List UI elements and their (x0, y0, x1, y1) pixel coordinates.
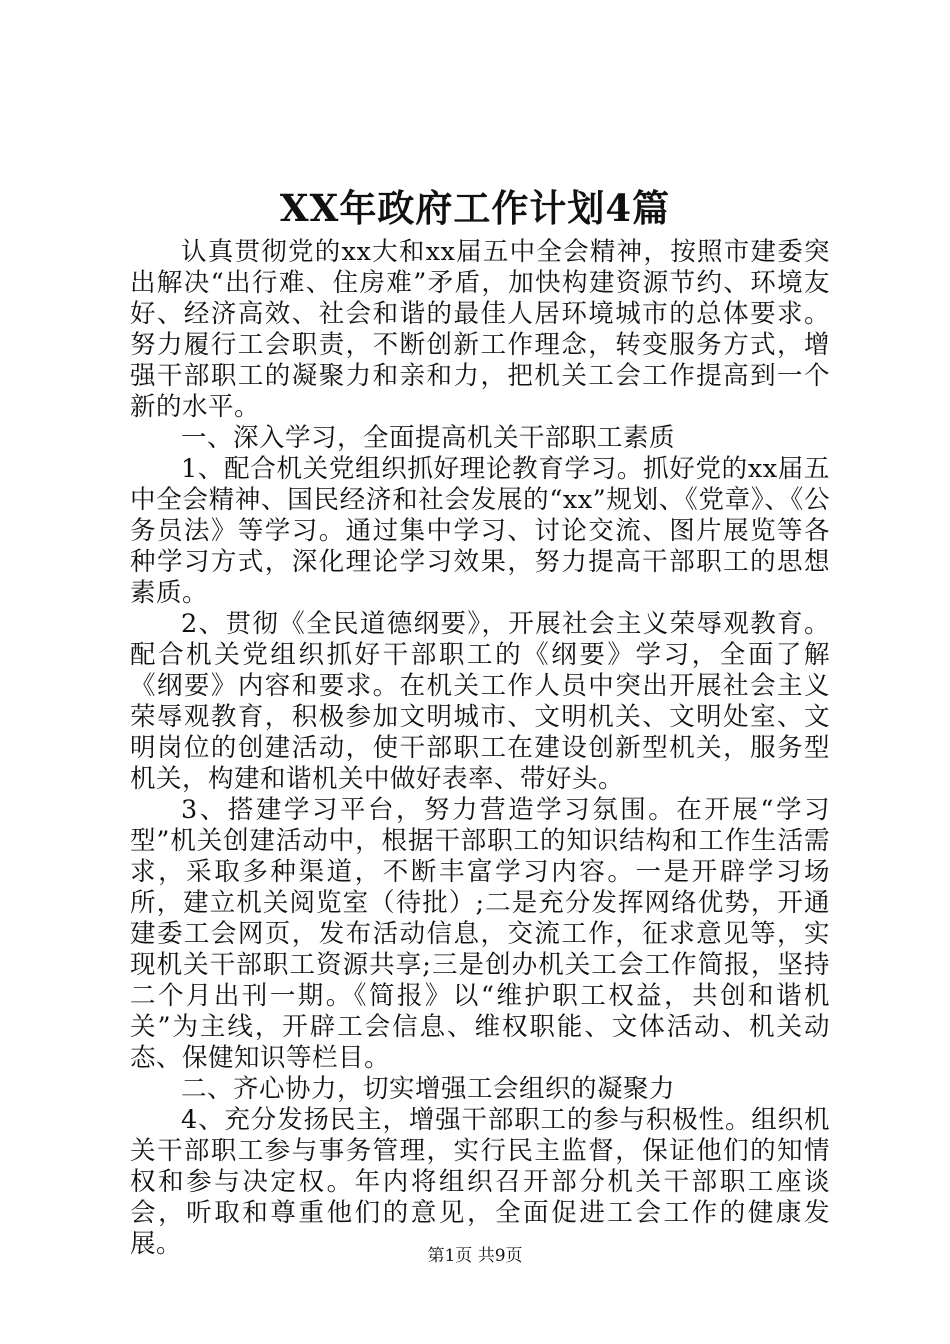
item-paragraph-1: 1、配合机关党组织抓好理论教育学习。抓好党的xx届五中全会精神、国民经济和社会发展的“xx”规划、《党章》、《公务员法》等学习。通过集中学习、讨论交流、图片展览等各种学习方式，深化理论学习效果，努力提高干部职工的思想素质。 (130, 454, 830, 608)
section-heading-2: 二、齐心协力，切实增强工会组织的凝聚力 (181, 1074, 676, 1104)
section-heading-1: 一、深入学习，全面提高机关干部职工素质 (181, 423, 676, 453)
item-paragraph-2: 2、贯彻《全民道德纲要》，开展社会主义荣辱观教育。配合机关党组织抓好干部职工的《纲要》学习，全面了解《纲要》内容和要求。在机关工作人员中突出开展社会主义荣辱观教育，积极参加文明城市、文明机关、文明处室、文明岗位的创建活动，使干部职工在建设创新型机关，服务型机关，构建和谐机关中做好表率、带好头。 (130, 609, 830, 794)
document-body (130, 237, 830, 1260)
item-paragraph-3: 3、搭建学习平台，努力营造学习氛围。在开展“学习型”机关创建活动中，根据干部职工的知识结构和工作生活需求，采取多种渠道，不断丰富学习内容。一是开辟学习场所，建立机关阅览室（待批）;二是充分发挥网络优势，开通建委工会网页，发布活动信息，交流工作，征求意见等，实现机关干部职工资源共享;三是创办机关工会工作简报，坚持二个月出刊一期。《简报》以“维护职工权益，共创和谐机关”为主线，开辟工会信息、维权职能、文体活动、机关动态、保健知识等栏目。 (130, 795, 830, 1073)
document-title: XX年政府工作计划4篇 (279, 186, 671, 230)
item-paragraph-4: 4、充分发扬民主，增强干部职工的参与积极性。组织机关干部职工参与事务管理，实行民主监督，保证他们的知情权和参与决定权。年内将组织召开部分机关干部职工座谈会，听取和尊重他们的意见，全面促进工会工作的健康发展。 (130, 1105, 830, 1259)
page-footer: 第1页 共9页 (427, 1246, 523, 1266)
intro-paragraph: 认真贯彻党的xx大和xx届五中全会精神，按照市建委突出解决“出行难、住房难”矛盾，加快构建资源节约、环境友好、经济高效、社会和谐的最佳人居环境城市的总体要求。努力履行工会职责，不断创新工作理念，转变服务方式，增强干部职工的凝聚力和亲和力，把机关工会工作提高到一个新的水平。 (130, 237, 830, 422)
